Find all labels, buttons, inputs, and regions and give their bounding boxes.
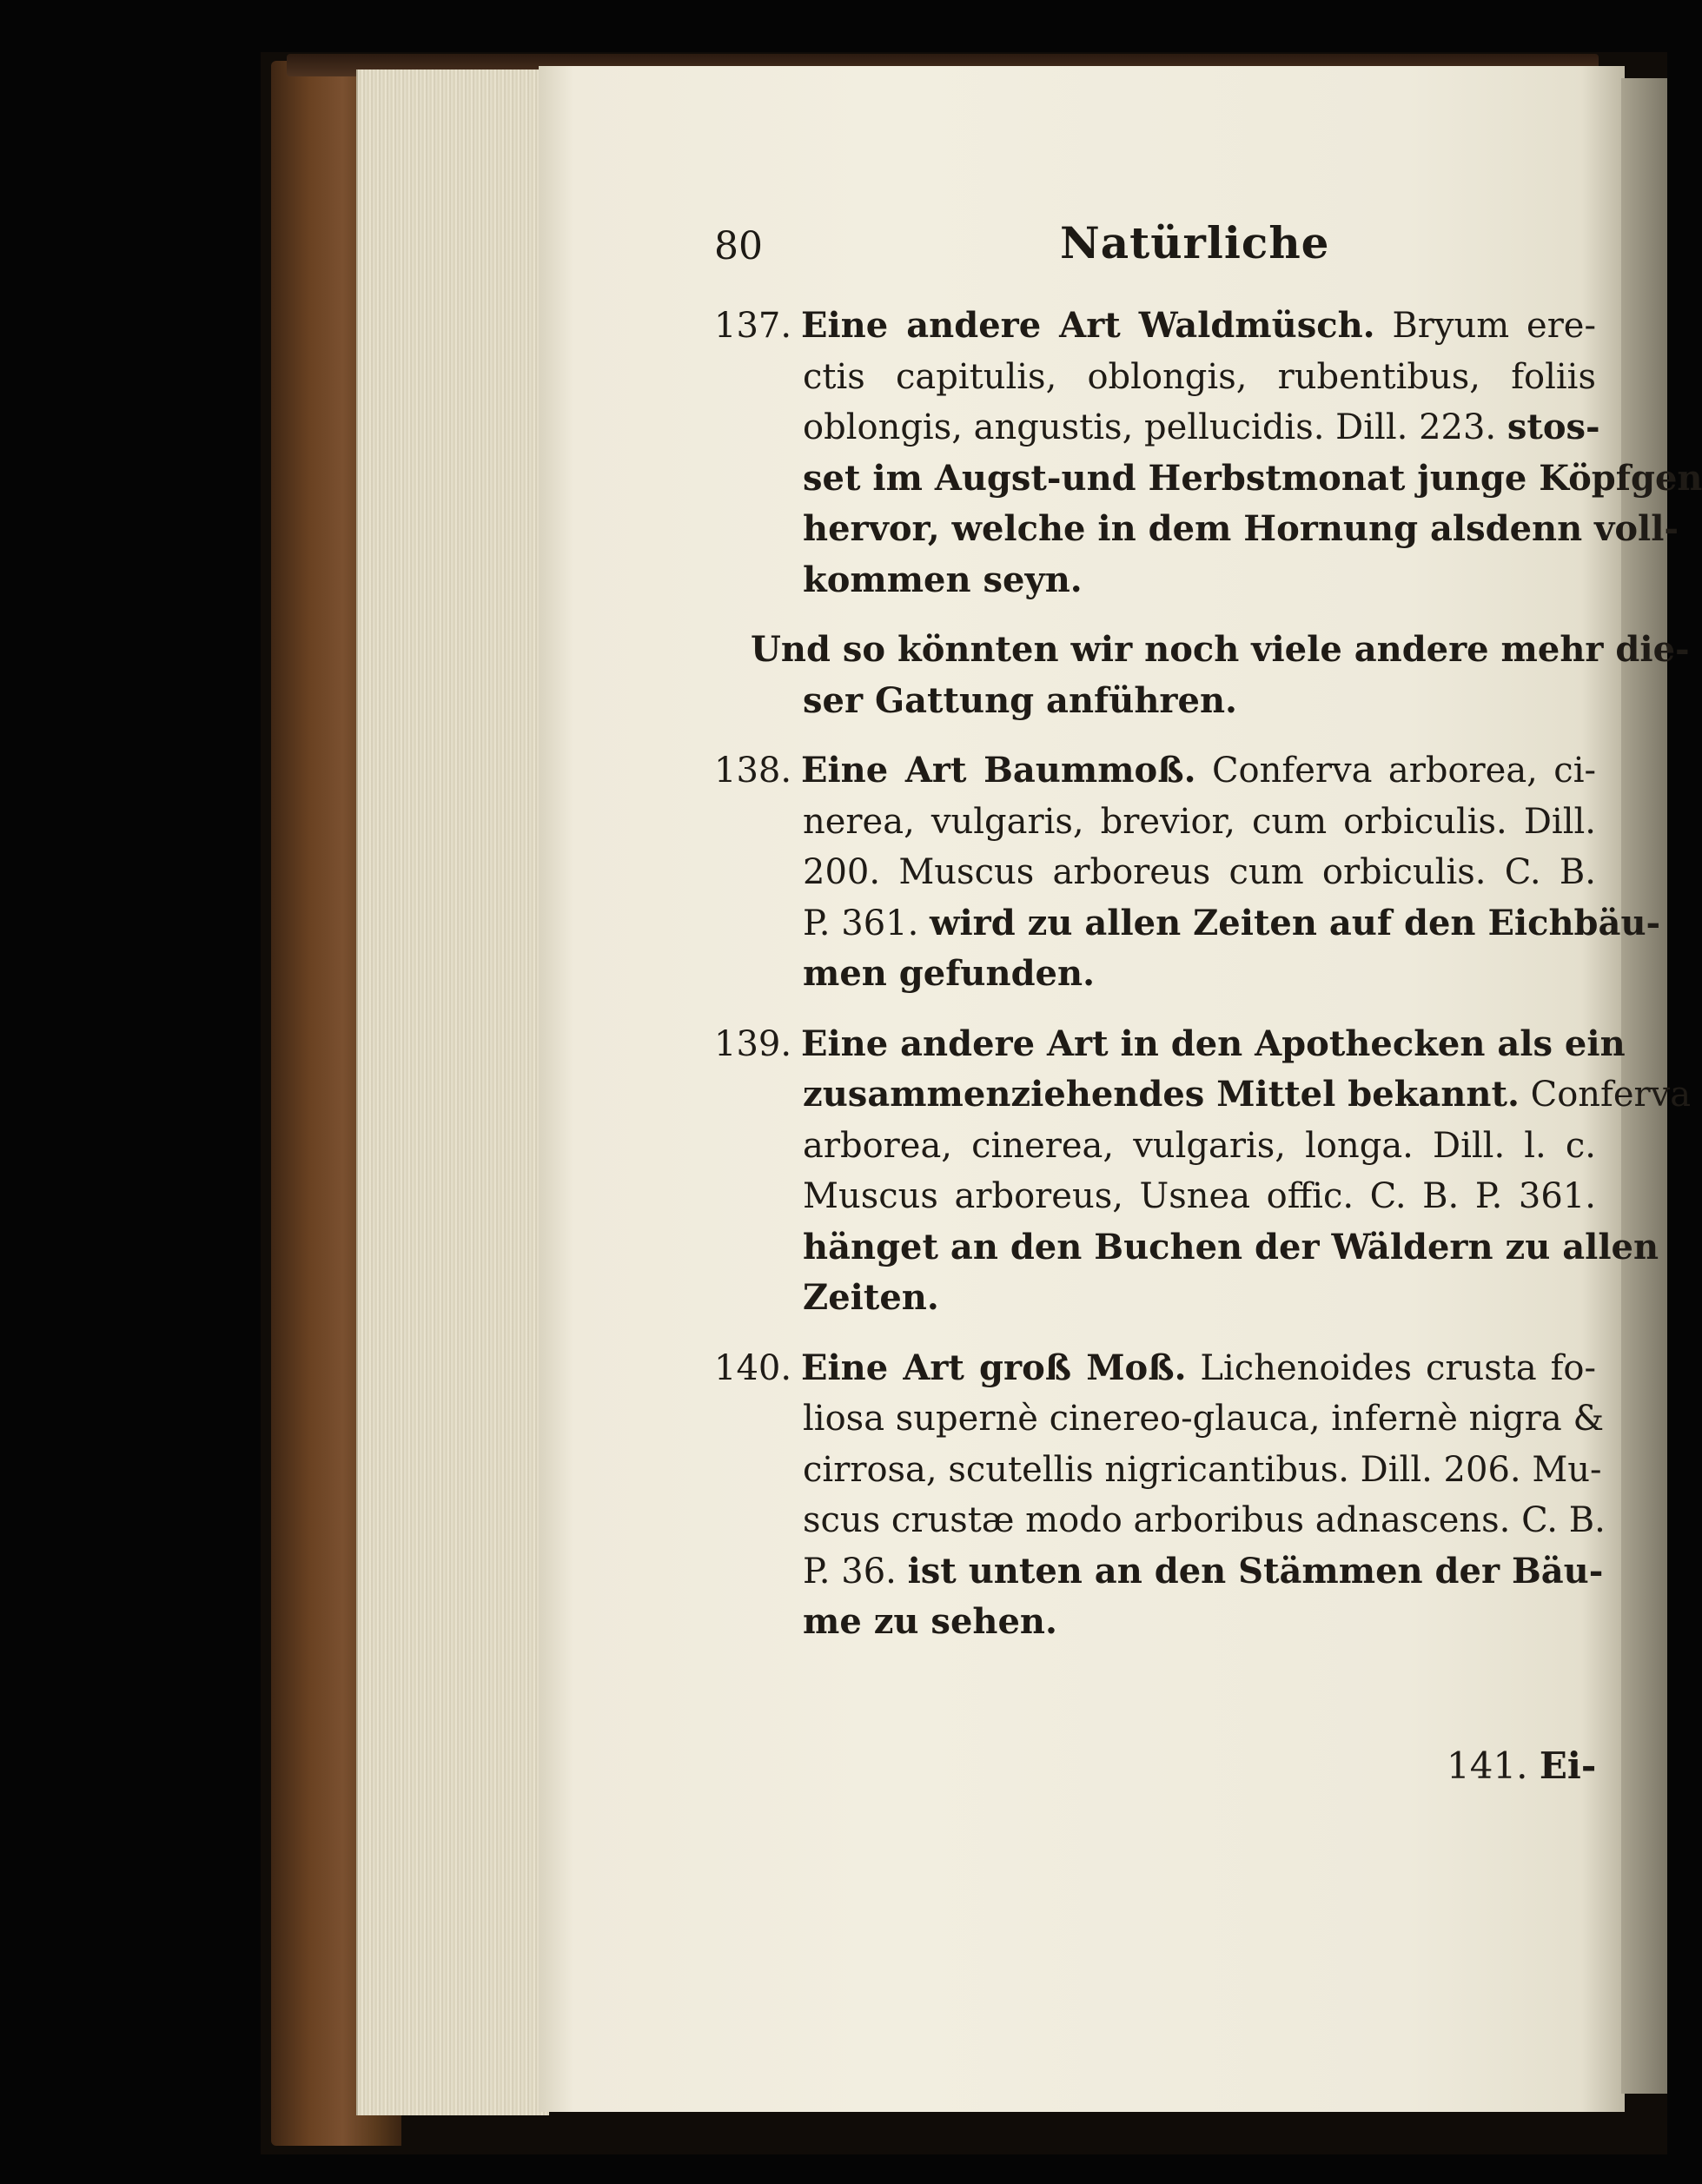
- latin-run: Conferva arborea, ci-: [1195, 751, 1597, 791]
- latin-run: cirrosa, scutellis nigricantibus. Dill. 206. Mu-: [803, 1449, 1602, 1490]
- text-line: [714, 1273, 1596, 1324]
- entry-140: [714, 1343, 1606, 1648]
- running-title: Natürliche: [1060, 217, 1330, 268]
- fraktur-run: men gefunden.: [803, 953, 1095, 994]
- catchword: [1447, 1744, 1596, 1787]
- fraktur-run: kommen seyn.: [803, 559, 1083, 600]
- page-edges: [356, 69, 549, 2115]
- latin-run: arborea, cinerea, vulgaris, longa. Dill. l. c.: [803, 1125, 1596, 1166]
- text-line: [714, 1597, 1596, 1648]
- latin-run: P. 36.: [803, 1551, 908, 1592]
- latin-run: Bryum ere-: [1374, 306, 1596, 346]
- latin-run: scus crustæ modo arboribus adnascens. C. B.: [803, 1500, 1606, 1540]
- entry-number: 140.: [714, 1347, 792, 1388]
- text-line: [714, 1019, 1626, 1070]
- text-line: [714, 847, 1596, 898]
- text-line: [714, 1495, 1606, 1546]
- fraktur-run: Eine Art Baummoß.: [801, 750, 1196, 791]
- entry-number: 138.: [714, 751, 792, 791]
- text-line: [714, 555, 1596, 606]
- entry-und: [714, 625, 1690, 726]
- fraktur-run: wird zu allen Zeiten auf den Eichbäu-: [930, 902, 1661, 943]
- fraktur-run: me zu sehen.: [803, 1601, 1057, 1642]
- text-line: [714, 1121, 1596, 1172]
- text-line: [714, 1393, 1605, 1445]
- latin-run: Lichenoides crusta fo-: [1186, 1347, 1596, 1388]
- text-line: [714, 1546, 1604, 1598]
- latin-run: liosa supernè cinereo-glauca, infernè nigra &: [803, 1399, 1605, 1439]
- fraktur-run: stos-: [1507, 407, 1600, 447]
- text-line: [714, 1445, 1602, 1496]
- fraktur-run: Zeiten.: [803, 1277, 939, 1318]
- text-line: [714, 504, 1679, 555]
- page-number: 80: [714, 224, 763, 268]
- entry-number: 139.: [714, 1023, 792, 1064]
- text-line: [714, 402, 1600, 453]
- fraktur-run: Und so könnten wir noch viele andere mehr die-: [751, 629, 1690, 670]
- fraktur-run: Eine andere Art in den Apothecken als ein: [801, 1023, 1626, 1064]
- text-line: [714, 301, 1596, 352]
- entry-139: [714, 1019, 1692, 1324]
- catchword-number: 141.: [1447, 1744, 1528, 1787]
- latin-run: P. 361.: [803, 903, 930, 943]
- fraktur-run: ser Gattung anführen.: [803, 679, 1237, 721]
- text-line: [714, 1343, 1596, 1394]
- latin-run: Muscus arboreus, Usnea offic. C. B. P. 361.: [803, 1176, 1596, 1216]
- text-line: [714, 1171, 1596, 1222]
- text-line: [714, 797, 1596, 848]
- entry-number: 137.: [714, 306, 792, 346]
- text-line: [714, 453, 1702, 505]
- fraktur-run: ist unten an den Stämmen der Bäu-: [907, 1550, 1604, 1592]
- fraktur-run: Eine andere Art Waldmüsch.: [801, 305, 1375, 346]
- fraktur-run: zusammenziehendes Mittel bekannt.: [803, 1074, 1520, 1115]
- latin-run: oblongis, angustis, pellucidis. Dill. 223.: [803, 407, 1507, 447]
- text-line: [714, 352, 1596, 403]
- text-line: [714, 625, 1690, 676]
- text-line: [714, 1222, 1659, 1274]
- fraktur-run: set im Augst-und Herbstmonat junge Köpfgen: [803, 457, 1702, 499]
- latin-run: 200. Muscus arboreus cum orbiculis. C. B.: [803, 852, 1596, 892]
- entry-137: [714, 301, 1702, 606]
- latin-run: Conferva: [1519, 1075, 1692, 1115]
- fraktur-run: hänget an den Buchen der Wäldern zu allen: [803, 1226, 1659, 1267]
- text-line: [714, 676, 1596, 727]
- text-line: [714, 898, 1661, 950]
- entry-138: [714, 745, 1661, 1000]
- latin-run: ctis capitulis, oblongis, rubentibus, foliis: [803, 356, 1596, 397]
- text-line: [714, 745, 1596, 797]
- catchword-word: Ei-: [1539, 1744, 1597, 1787]
- text-line: [714, 949, 1596, 1000]
- text-line: [714, 1069, 1692, 1121]
- latin-run: nerea, vulgaris, brevior, cum orbiculis. Dill.: [803, 801, 1596, 842]
- page-text: [714, 301, 1702, 1667]
- fraktur-run: Eine Art groß Moß.: [801, 1347, 1187, 1388]
- fraktur-run: hervor, welche in dem Hornung alsdenn voll-: [803, 508, 1679, 549]
